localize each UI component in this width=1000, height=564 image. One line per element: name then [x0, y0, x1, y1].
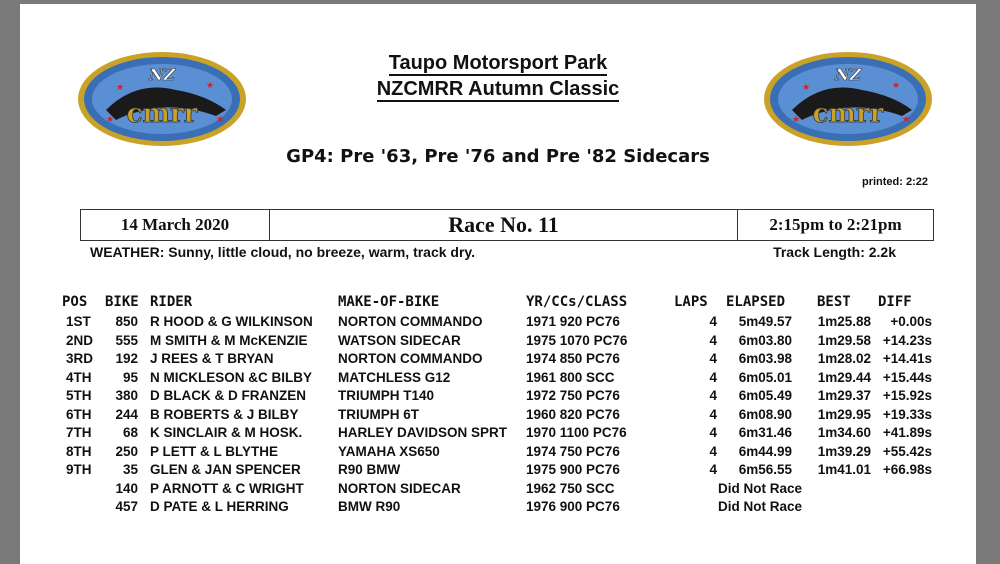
star-icon: ★ [216, 114, 225, 124]
star-icon: ★ [106, 114, 115, 124]
cell-diff: +41.89s [882, 425, 932, 440]
star-icon: ★ [116, 82, 125, 92]
cell-elapsed: 6m03.98 [738, 351, 792, 366]
cell-diff: +14.41s [882, 351, 932, 366]
cell-make: BMW R90 [338, 499, 401, 514]
event-title: NZCMRR Autumn Classic [376, 78, 620, 100]
cell-make: R90 BMW [338, 462, 401, 477]
cell-yr: 1962 750 SCC [526, 480, 615, 496]
col-header-diff: DIFF [878, 294, 912, 310]
cell-laps: 4 [709, 388, 717, 403]
cell-rider: D BLACK & D FRANZEN [150, 388, 306, 403]
table-row [20, 462, 976, 480]
cell-elapsed: 5m49.57 [738, 314, 792, 329]
cell-best: 1m29.95 [817, 406, 871, 422]
col-header-elapsed: ELAPSED [726, 294, 786, 310]
cell-elapsed: 6m08.90 [738, 406, 792, 422]
cell-yr: 1974 850 PC76 [526, 351, 620, 366]
star-icon: ★ [802, 82, 811, 92]
table-row [20, 444, 976, 462]
cell-bike: 244 [115, 406, 138, 422]
cell-rider: K SINCLAIR & M HOSK. [150, 425, 303, 440]
cell-elapsed: 6m03.80 [738, 332, 792, 348]
cell-elapsed: 6m05.49 [738, 388, 792, 403]
col-header-laps: LAPS [674, 294, 708, 310]
cell-elapsed: 6m31.46 [738, 425, 792, 440]
star-icon: ★ [792, 114, 801, 124]
cell-diff: +0.00s [890, 314, 932, 329]
cell-yr: 1972 750 PC76 [526, 388, 620, 403]
col-header-make: MAKE-OF-BIKE [338, 294, 440, 310]
cell-yr: 1971 920 PC76 [526, 314, 620, 329]
col-header-yr: YR/CCs/CLASS [526, 294, 628, 310]
cell-yr: 1974 750 PC76 [526, 443, 620, 459]
cell-pos: 8TH [66, 443, 92, 459]
cell-laps: 4 [709, 314, 717, 329]
logo-cmrr-text: cmrr [812, 99, 884, 129]
table-row-dnr [20, 481, 976, 499]
cell-elapsed: 6m56.55 [738, 462, 792, 477]
weather-line: WEATHER: Sunny, little cloud, no breeze, warm, track dry. [90, 244, 476, 260]
cell-pos: 6TH [66, 406, 92, 422]
race-class-title: GP4: Pre '63, Pre '76 and Pre '82 Sidecars [286, 146, 710, 167]
cell-yr: 1975 1070 PC76 [526, 332, 628, 348]
cell-best: 1m41.01 [817, 462, 871, 477]
cell-diff: +55.42s [882, 443, 932, 459]
cell-bike: 457 [115, 499, 138, 514]
cell-best: 1m34.60 [817, 425, 871, 440]
cell-pos: 4TH [66, 369, 92, 385]
cell-best: 1m29.58 [817, 332, 871, 348]
race-info-box [80, 209, 934, 241]
cell-make: NORTON SIDECAR [338, 480, 461, 496]
cell-rider: N MICKLESON &C BILBY [150, 369, 312, 385]
cell-laps: 4 [709, 332, 717, 348]
cell-make: MATCHLESS G12 [338, 369, 451, 385]
table-row [20, 314, 976, 332]
cell-make: YAMAHA XS650 [338, 443, 440, 459]
cell-status: Did Not Race [718, 499, 803, 514]
cell-make: WATSON SIDECAR [338, 332, 461, 348]
cell-laps: 4 [709, 425, 717, 440]
race-number: Race No. 11 [270, 210, 738, 240]
col-header-rider: RIDER [150, 294, 193, 310]
cell-make: NORTON COMMANDO [338, 314, 483, 329]
cell-laps: 4 [709, 462, 717, 477]
col-header-best: BEST [817, 294, 851, 310]
cell-diff: +15.44s [882, 369, 932, 385]
cell-diff: +66.98s [882, 462, 932, 477]
cell-bike: 35 [122, 462, 138, 477]
table-row [20, 425, 976, 443]
cell-yr: 1975 900 PC76 [526, 462, 620, 477]
cell-rider: J REES & T BRYAN [150, 351, 274, 366]
cell-yr: 1970 1100 PC76 [526, 425, 627, 440]
cell-laps: 4 [709, 443, 717, 459]
cell-elapsed: 6m05.01 [738, 369, 792, 385]
cell-make: HARLEY DAVIDSON SPRT [338, 425, 508, 440]
cell-laps: 4 [709, 351, 717, 366]
logo-nz-text: NZ [148, 65, 176, 84]
cell-make: NORTON COMMANDO [338, 351, 483, 366]
cell-yr: 1976 900 PC76 [526, 499, 620, 514]
cell-bike: 95 [122, 369, 138, 385]
star-icon: ★ [892, 80, 901, 90]
cell-rider: P ARNOTT & C WRIGHT [150, 480, 304, 496]
results-sheet [20, 4, 976, 564]
cell-pos: 5TH [66, 388, 92, 403]
cell-rider: B ROBERTS & J BILBY [150, 406, 299, 422]
cell-elapsed: 6m44.99 [738, 443, 792, 459]
cell-best: 1m29.37 [817, 388, 871, 403]
cell-pos: 9TH [66, 462, 92, 477]
cell-rider: GLEN & JAN SPENCER [150, 462, 301, 477]
cell-laps: 4 [709, 369, 717, 385]
cell-diff: +15.92s [882, 388, 932, 403]
cell-bike: 192 [115, 351, 138, 366]
race-time: 2:15pm to 2:21pm [769, 215, 902, 234]
table-row [20, 407, 976, 425]
cell-rider: R HOOD & G WILKINSON [150, 314, 313, 329]
cell-make: TRIUMPH T140 [338, 388, 435, 403]
cell-bike: 380 [115, 388, 138, 403]
cell-bike: 850 [115, 314, 138, 329]
cell-yr: 1960 820 PC76 [526, 406, 620, 422]
logo-nz-text: NZ [834, 65, 862, 84]
cell-best: 1m39.29 [817, 443, 871, 459]
cell-best: 1m28.02 [817, 351, 871, 366]
col-header-pos: POS [62, 294, 88, 310]
cell-diff: +19.33s [882, 406, 932, 422]
logo-cmrr-text: cmrr [126, 99, 198, 129]
cell-bike: 250 [115, 443, 138, 459]
table-row-dnr [20, 499, 976, 517]
cell-pos: 3RD [66, 351, 94, 366]
table-row [20, 388, 976, 406]
cell-pos: 1ST [66, 314, 91, 329]
table-row [20, 333, 976, 351]
cell-rider: P LETT & L BLYTHE [150, 443, 279, 459]
cell-pos: 2ND [66, 332, 94, 348]
cell-best: 1m25.88 [817, 314, 871, 329]
star-icon: ★ [206, 80, 215, 90]
track-length: Track Length: 2.2k [773, 244, 896, 260]
cell-make: TRIUMPH 6T [338, 406, 419, 422]
cell-rider: M SMITH & M McKENZIE [150, 332, 308, 348]
venue-title: Taupo Motorsport Park [388, 52, 608, 74]
cell-diff: +14.23s [882, 332, 932, 348]
cell-status: Did Not Race [718, 480, 803, 496]
col-header-bike: BIKE [105, 294, 139, 310]
cell-laps: 4 [709, 406, 717, 422]
cell-best: 1m29.44 [817, 369, 871, 385]
cell-pos: 7TH [66, 425, 92, 440]
race-date: 14 March 2020 [81, 210, 270, 240]
cell-rider: D PATE & L HERRING [150, 499, 289, 514]
printed-time: printed: 2:22 [861, 176, 928, 188]
table-row [20, 370, 976, 388]
cell-bike: 140 [115, 480, 138, 496]
table-row [20, 351, 976, 369]
cell-bike: 555 [115, 332, 138, 348]
cell-bike: 68 [122, 425, 138, 440]
star-icon: ★ [902, 114, 911, 124]
cell-yr: 1961 800 SCC [526, 369, 615, 385]
